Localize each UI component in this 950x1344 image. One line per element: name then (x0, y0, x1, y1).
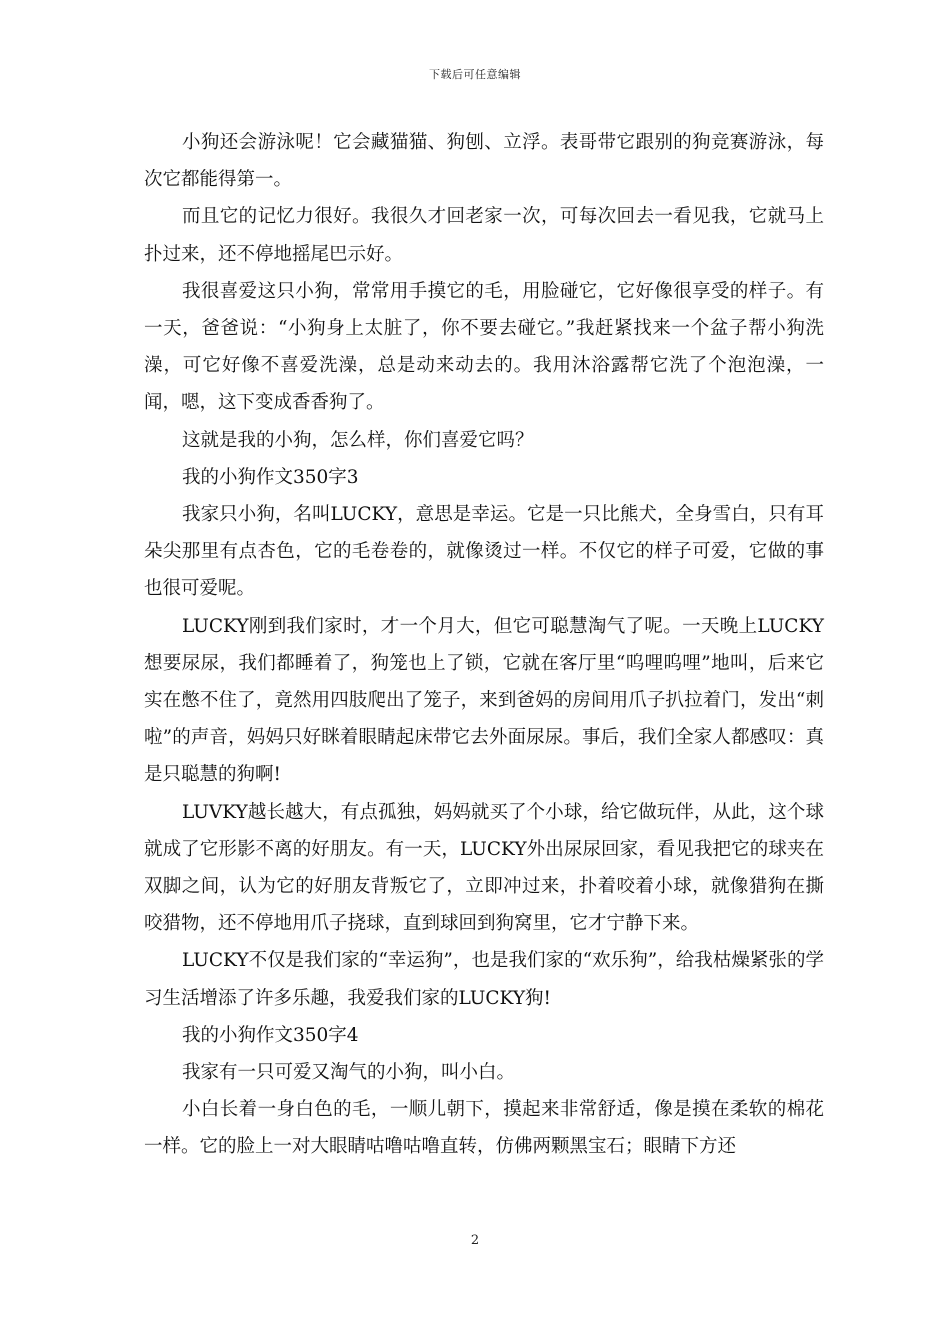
paragraph: 小狗还会游泳呢！它会藏猫猫、狗刨、立浮。表哥带它跟别的狗竞赛游泳，每次它都能得第一。 (144, 132, 824, 191)
paragraph: 这就是我的小狗，怎么样，你们喜爱它吗？ (182, 429, 534, 451)
paragraph: 我很喜爱这只小狗，常常用手摸它的毛，用脸碰它，它好像很享受的样子。有一天，爸爸说：“小狗身上太脏了，你不要去碰它。”我赶紧找来一个盆子帮小狗洗澡，可它好像不喜爱洗澡，总是动来动去的。我用沐浴露帮它洗了个泡泡澡，一闻，嗯，这下变成香香狗了。 (144, 280, 824, 414)
paragraph: LUVKY越长越大，有点孤独，妈妈就买了个小球，给它做玩伴，从此，这个球就成了它形影不离的好朋友。有一天，LUCKY外出尿尿回家，看见我把它的球夹在双脚之间，认为它的好朋友背叛它了，立即冲过来，扑着咬着小球，就像猎狗在撕咬猎物，还不停地用爪子挠球，直到球回到狗窝里，它才宁静下来。 (144, 801, 824, 935)
paragraph: 我家只小狗，名叫LUCKY，意思是幸运。它是一只比熊犬，全身雪白，只有耳朵尖那里有点杏色，它的毛卷卷的，就像烫过一样。不仅它的样子可爱，它做的事也很可爱呢。 (144, 504, 824, 600)
paragraph: 小白长着一身白色的毛，一顺儿朝下，摸起来非常舒适，像是摸在柔软的棉花一样。它的脸上一对大眼睛咕噜咕噜直转，仿佛两颗黑宝石；眼睛下方还 (144, 1099, 824, 1158)
page-header: 下载后可任意编辑 (429, 68, 521, 81)
paragraph: 而且它的记忆力很好。我很久才回老家一次，可每次回去一看见我，它就马上扑过来，还不停地摇尾巴示好。 (144, 206, 824, 265)
paragraph: LUCKY刚到我们家时，才一个月大，但它可聪慧淘气了呢。一天晚上LUCKY想要尿尿，我们都睡着了，狗笼也上了锁，它就在客厅里“呜哩呜哩”地叫，后来它实在憋不住了，竟然用四肢爬出了笼子，来到爸妈的房间用爪子扒拉着门，发出“刺啦”的声音，妈妈只好眯着眼睛起床带它去外面尿尿。事后，我们全家人都感叹：真是只聪慧的狗啊! (144, 615, 824, 786)
page-number: 2 (470, 1233, 480, 1248)
section-title: 我的小狗作文350字3 (182, 466, 359, 488)
document-body (144, 124, 824, 1166)
paragraph: LUCKY不仅是我们家的“幸运狗”，也是我们家的“欢乐狗”，给我枯燥紧张的学习生活增添了许多乐趣，我爱我们家的LUCKY狗! (144, 950, 824, 1009)
paragraph: 我家有一只可爱又淘气的小狗，叫小白。 (182, 1062, 516, 1084)
section-title: 我的小狗作文350字4 (182, 1024, 359, 1046)
